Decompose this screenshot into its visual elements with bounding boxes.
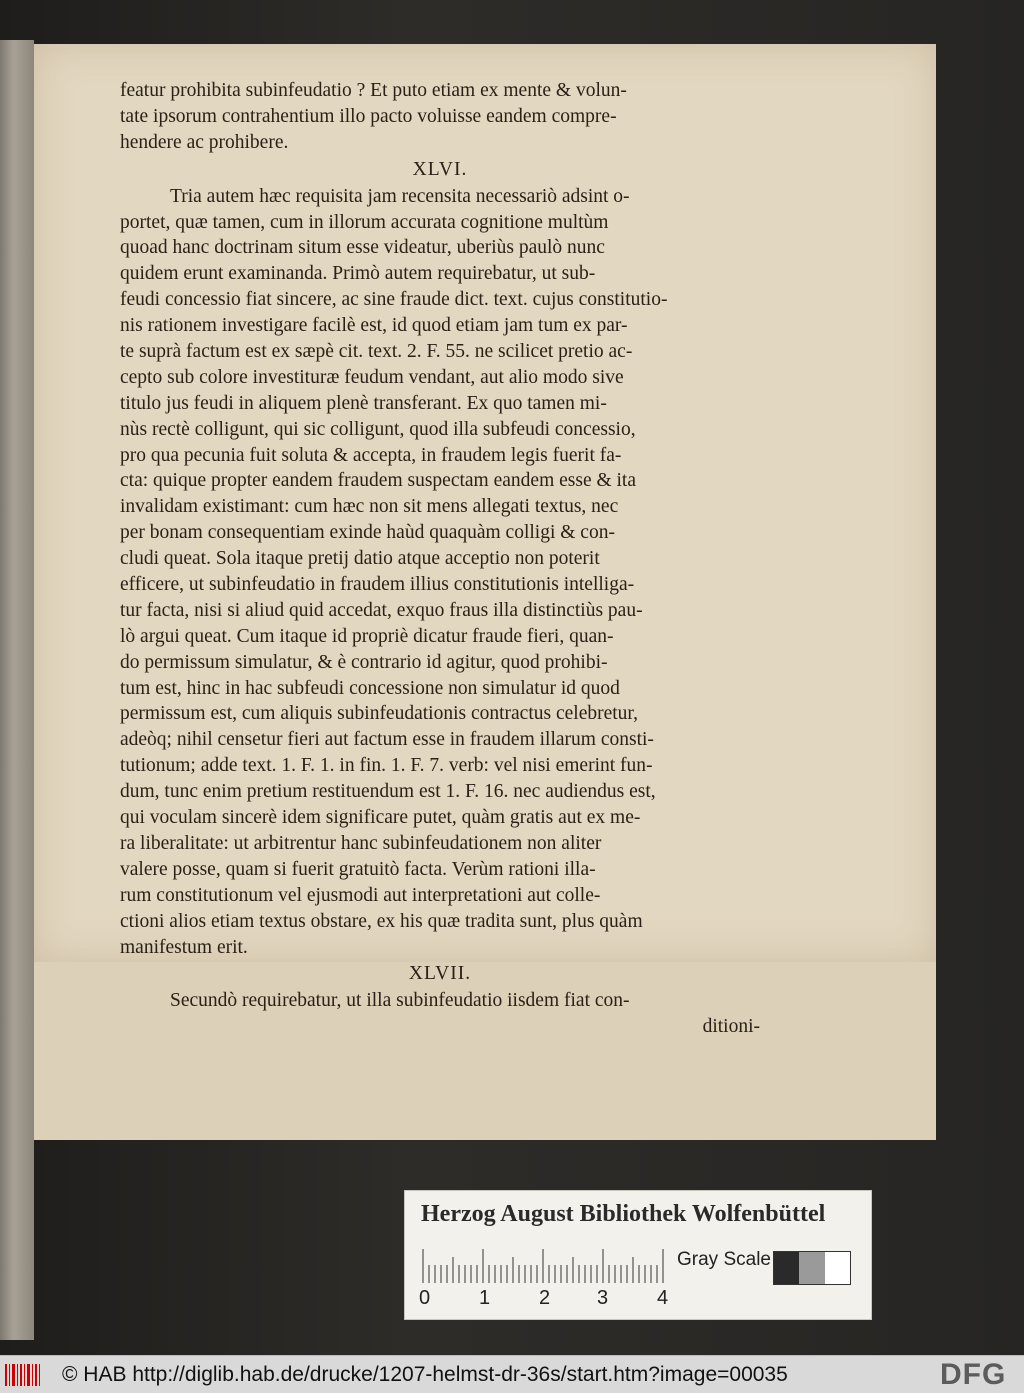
text-line: te suprà factum est ex sæpè cit. text. 2. F. 55. ne scilicet pretio ac- bbox=[120, 341, 633, 363]
text-line: cepto sub colore investituræ feudum vendant, aut alio modo sive bbox=[120, 366, 624, 388]
text-line: manifestum erit. bbox=[120, 936, 248, 958]
text-line: featur prohibita subinfeudatio ? Et puto etiam ex mente & volun- bbox=[120, 80, 627, 101]
text-line: permissum est, cum aliquis subinfeudationis contractus celebretur, bbox=[120, 703, 639, 725]
page-text bbox=[120, 78, 760, 1040]
book-binding bbox=[0, 40, 34, 1340]
text-line: adeòq; nihil censetur fieri aut factum esse in fraudem illarum consti- bbox=[120, 729, 654, 751]
ruler-number: 0 bbox=[419, 1287, 431, 1309]
gray-swatch-mid bbox=[799, 1252, 824, 1284]
catchword: ditioni- bbox=[702, 1016, 760, 1038]
text-line: tutionum; adde text. 1. F. 1. in fin. 1. F. 7. verb: vel nisi emerint fun- bbox=[120, 755, 653, 777]
library-color-card bbox=[404, 1190, 872, 1320]
text-line: dum, tunc enim pretium restituendum est 1. F. 16. nec audiendus est, bbox=[120, 781, 656, 803]
text-line: invalidam existimant: cum hæc non sit mens allegati textus, nec bbox=[120, 496, 619, 518]
text-line: pro qua pecunia fuit soluta & accepta, in fraudem legis fuerit fa- bbox=[120, 444, 622, 466]
text-line: valere posse, quam si fuerit gratuitò facta. Verùm rationi illa- bbox=[120, 858, 596, 880]
ruler-number: 1 bbox=[479, 1287, 491, 1309]
text-line: ra liberalitate: ut arbitrentur hanc subinfeudationem non aliter bbox=[120, 832, 602, 854]
text-line: feudi concessio fiat sincere, ac sine fraude dict. text. cujus constitutio- bbox=[120, 289, 668, 311]
text-line: do permissum simulatur, & è contrario id agitur, quod prohibi- bbox=[120, 651, 608, 673]
ruler-number: 4 bbox=[657, 1287, 669, 1309]
text-line: tur facta, nisi si aliud quid accedat, exquo fraus illa distinctiùs pau- bbox=[120, 599, 643, 621]
text-line: nis rationem investigare facilè est, id quod etiam jam tum ex par- bbox=[120, 315, 628, 337]
gray-swatch-dark bbox=[774, 1252, 799, 1284]
text-line: rum constitutionum vel ejusmodi aut interpretationi aut colle- bbox=[120, 884, 601, 906]
text-line: cta: quique propter eandem fraudem suspectam eandem esse & ita bbox=[120, 470, 637, 492]
text-line: quidem erunt examinanda. Primò autem requirebatur, ut sub- bbox=[120, 263, 596, 285]
text-line: hendere ac prohibere. bbox=[120, 131, 289, 153]
text-line: cludi queat. Sola itaque pretij datio atque acceptio non poterit bbox=[120, 548, 600, 570]
footer-bar bbox=[0, 1355, 1024, 1393]
ruler-number: 3 bbox=[597, 1287, 609, 1309]
section-heading: XLVI. bbox=[412, 158, 468, 180]
gray-scale-swatch bbox=[773, 1251, 851, 1285]
text-line: titulo jus feudi in aliquem plenè transferant. Ex quo tamen mi- bbox=[120, 392, 607, 414]
dfg-logo: DFG bbox=[940, 1358, 1007, 1391]
text-line: per bonam consequentiam exinde haùd quaquàm colligi & con- bbox=[120, 522, 615, 544]
library-name: Herzog August Bibliothek Wolfenbüttel bbox=[421, 1201, 826, 1227]
section-2-body bbox=[120, 988, 760, 1014]
text-line: quoad hanc doctrinam situm esse videatur, uberiùs paulò nunc bbox=[120, 237, 605, 259]
text-line: ctioni alios etiam textus obstare, ex his quæ tradita sunt, plus quàm bbox=[120, 910, 643, 932]
gray-swatch-light bbox=[825, 1252, 850, 1284]
section-1-body bbox=[120, 184, 760, 961]
text-line: portet, quæ tamen, cum in illorum accurata cognitione multùm bbox=[120, 211, 609, 233]
barcode-icon bbox=[4, 1362, 44, 1388]
text-line: tate ipsorum contrahentium illo pacto voluisse eandem compre- bbox=[120, 105, 617, 127]
gray-scale-label: Gray Scale bbox=[677, 1249, 771, 1270]
ruler-scale bbox=[421, 1243, 665, 1283]
section-heading: XLVII. bbox=[408, 963, 472, 985]
text-line: Secundò requirebatur, ut illa subinfeudatio iisdem fiat con- bbox=[170, 990, 630, 1012]
ruler-number: 2 bbox=[539, 1287, 551, 1309]
text-line: qui voculam sincerè idem significare putet, quàm gratis aut ex me- bbox=[120, 807, 641, 829]
text-line: Tria autem hæc requisita jam recensita necessariò adsint o- bbox=[170, 185, 630, 207]
copyright-url[interactable]: © HAB http://diglib.hab.de/drucke/1207-helmst-dr-36s/start.htm?image=00035 bbox=[62, 1363, 788, 1386]
text-line: lò argui queat. Cum itaque id propriè dicatur fraude fieri, quan- bbox=[120, 625, 614, 647]
text-line: nùs rectè colligunt, qui sic colligunt, quod illa subfeudi concessio, bbox=[120, 418, 636, 440]
text-line: efficere, ut subinfeudatio in fraudem illius constitutionis intelliga- bbox=[120, 574, 635, 596]
text-line: tum est, hinc in hac subfeudi concessione non simulatur id quod bbox=[120, 677, 620, 699]
ruler-labels bbox=[413, 1287, 673, 1311]
